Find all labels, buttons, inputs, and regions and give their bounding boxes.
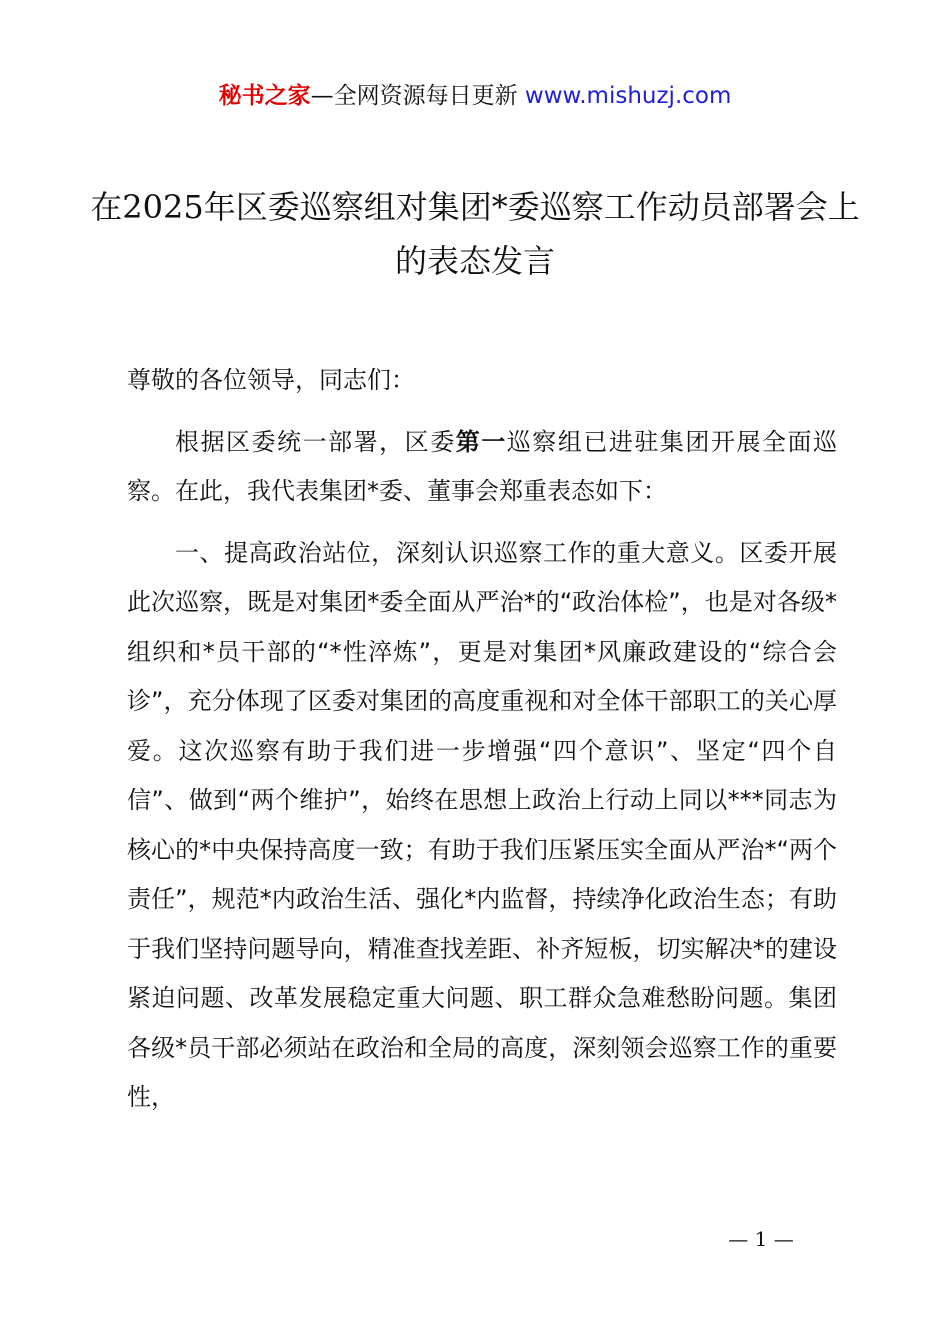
- paragraph-section-one: 一、提高政治站位，深刻认识巡察工作的重大意义。区委开展此次巡察，既是对集团*委全面从严治*的“政治体检”，也是对各级*组织和*员干部的“*性淬炼”，更是对集团*风廉政建设的“综合会诊”，充分体现了区委对集团的高度重视和对全体干部职工的关心厚爱。这次巡察有助于我们进一步增强“四个意识”、坚定“四个自信”、做到“两个维护”，始终在思想上政治上行动上同以***同志为核心的*中央保持高度一致；有助于我们压紧压实全面从严治*“两个责任”，规范*内政治生活、强化*内监督，持续净化政治生态；有助于我们坚持问题导向，精准查找差距、补齐短板，切实解决*的建设紧迫问题、改革发展稳定重大问题、职工群众急难愁盼问题。集团各级*员干部必须站在政治和全局的高度，深刻领会巡察工作的重要性，: [127, 538, 837, 1111]
- paragraph-intro-text-after: 巡察组已进驻集团开展全面巡察。在此，我代表集团*委、董事会郑重表态如下：: [127, 427, 838, 505]
- page-number: — 1 —: [728, 1227, 794, 1251]
- document-title: 在2025年区委巡察组对集团*委巡察工作动员部署会上的表态发言: [90, 188, 860, 280]
- paragraph-intro: [127, 418, 837, 517]
- site-tagline: —全网资源每日更新: [310, 83, 525, 109]
- paragraph-intro-text-before: 根据区委统一部署，区委: [175, 427, 456, 456]
- paragraph-intro-emphasis: 第一: [455, 427, 507, 456]
- site-url-link[interactable]: www.mishuzj.com: [524, 83, 732, 109]
- site-banner: [0, 80, 950, 112]
- site-brand: 秘书之家: [218, 83, 311, 109]
- document-body: [127, 356, 837, 1123]
- salutation: 尊敬的各位领导，同志们：: [127, 366, 415, 394]
